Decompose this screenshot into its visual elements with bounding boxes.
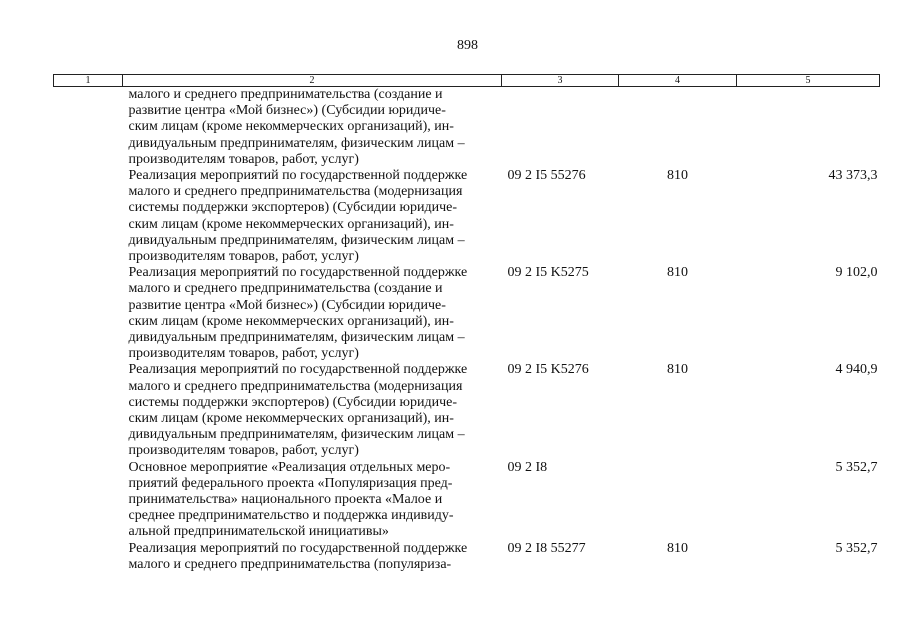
page-number: 898 [457,38,478,53]
row-amount: 4 940,9 [835,362,878,378]
description-line: малого и среднего предпринимательства (создание и [128,281,443,297]
column-number-row [54,75,880,87]
column-number-4: 4 [619,75,737,87]
row-amount: 5 352,7 [835,540,878,556]
row-classification-code: 09 2 I8 [507,459,548,475]
description-line: дивидуальным предпринимателям, физическим лицам – [128,135,465,151]
row-description [123,265,502,362]
description-line: производителям товаров, работ, услуг) [128,346,359,362]
table-row [54,541,880,573]
row-classification-code: 09 2 I8 55277 [507,540,586,556]
table-body [54,87,880,574]
row-description [123,362,502,459]
row-blank-cell [54,168,123,265]
description-line: малого и среднего предпринимательства (модернизация [128,184,463,200]
description-line: приятий федерального проекта «Популяризация пред- [128,475,453,491]
column-number-5: 5 [737,75,880,87]
row-classification-code [502,87,619,169]
table-row [54,168,880,265]
description-line: Основное мероприятие «Реализация отдельных меро- [128,459,451,475]
table-row [54,87,880,169]
row-classification-code: 09 2 I5 K5276 [507,362,589,378]
row-expense-type: 810 [667,540,688,556]
description-line: системы поддержки экспортеров) (Субсидии юридиче- [128,200,458,216]
description-line: дивидуальным предпринимателям, физическим лицам – [128,232,465,248]
description-line: производителям товаров, работ, услуг) [128,249,359,265]
description-line: системы поддержки экспортеров) (Субсидии юридиче- [128,394,458,410]
description-line: Реализация мероприятий по государственной поддержке [128,362,468,378]
column-number-3: 3 [502,75,619,87]
row-description [123,87,502,169]
column-number-1: 1 [54,75,123,87]
row-blank-cell [54,460,123,541]
row-expense-type [619,460,737,541]
row-expense-type: 810 [667,362,688,378]
row-blank-cell [54,362,123,459]
description-line: Реализация мероприятий по государственной поддержке [128,168,468,184]
row-amount: 9 102,0 [835,265,878,281]
row-description [123,541,502,573]
row-amount: 43 373,3 [828,168,878,184]
row-classification-code: 09 2 I5 55276 [507,168,586,184]
description-line: ским лицам (кроме некоммерческих организаций), ин- [128,411,454,427]
row-blank-cell [54,265,123,362]
row-expense-type: 810 [667,265,688,281]
description-line: малого и среднего предпринимательства (популяриза- [128,556,452,572]
table-row [54,460,880,541]
table-row [54,265,880,362]
budget-table [53,74,880,573]
description-line: производителям товаров, работ, услуг) [128,443,359,459]
description-line: ским лицам (кроме некоммерческих организаций), ин- [128,216,454,232]
column-number-2: 2 [123,75,502,87]
description-line: ским лицам (кроме некоммерческих организаций), ин- [128,313,454,329]
row-blank-cell [54,541,123,573]
row-expense-type [619,87,737,169]
description-line: производителям товаров, работ, услуг) [128,151,359,167]
description-line: принимательства» национального проекта «Малое и [128,492,443,508]
row-expense-type: 810 [667,168,688,184]
description-line: развитие центра «Мой бизнес») (Субсидии юридиче- [128,103,446,119]
description-line: дивидуальным предпринимателям, физическим лицам – [128,330,465,346]
row-description [123,460,502,541]
description-line: малого и среднего предпринимательства (создание и [128,87,443,102]
row-amount [737,87,880,169]
row-classification-code: 09 2 I5 K5275 [507,265,589,281]
row-description [123,168,502,265]
description-line: альной предпринимательской инициативы» [128,524,389,540]
table-header [54,75,880,87]
description-line: среднее предпринимательство и поддержка индивиду- [128,508,454,524]
row-blank-cell [54,87,123,169]
table-row [54,362,880,459]
description-line: Реализация мероприятий по государственной поддержке [128,540,468,556]
description-line: ским лицам (кроме некоммерческих организаций), ин- [128,119,454,135]
description-line: развитие центра «Мой бизнес») (Субсидии юридиче- [128,297,446,313]
description-line: малого и среднего предпринимательства (модернизация [128,378,463,394]
description-line: Реализация мероприятий по государственной поддержке [128,265,468,281]
description-line: дивидуальным предпринимателям, физическим лицам – [128,427,465,443]
row-amount: 5 352,7 [835,459,878,475]
